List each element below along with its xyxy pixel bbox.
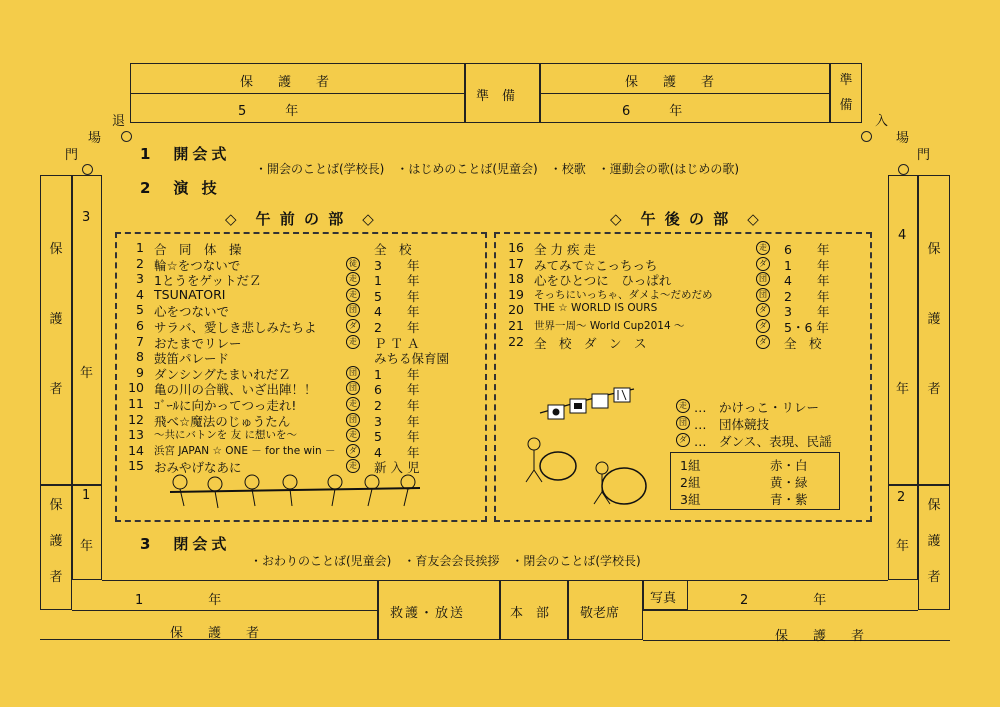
legend-mark: ダ <box>676 433 690 447</box>
top-right-divider <box>540 93 830 94</box>
bottom-right-mid-line <box>643 610 918 611</box>
enter-gate-label: 門 <box>917 148 931 163</box>
events-title: 2 演 技 <box>140 179 221 197</box>
event-type-mark: 走 <box>756 241 770 255</box>
team-group: 3組 <box>680 492 701 507</box>
event-type-mark: 走 <box>346 335 360 349</box>
program-performer: 4 年 <box>374 444 420 460</box>
event-type-mark: ダ <box>756 303 770 317</box>
team-colors-value: 青・紫 <box>770 492 808 507</box>
program-title: サラバ、愛しき悲しみたちよ <box>154 320 317 335</box>
top-left-grade: 5 年 <box>238 104 299 119</box>
team-group: 2組 <box>680 475 701 490</box>
legend-text: … ダンス、表現、民謡 <box>694 434 832 449</box>
program-number: 16 <box>508 240 524 255</box>
enter-place-label: 場 <box>896 131 910 146</box>
program-title: 心をつないで <box>154 304 230 320</box>
event-type-mark: ダ <box>756 319 770 333</box>
program-number: 8 <box>136 349 144 365</box>
program-performer: 1 年 <box>784 257 830 273</box>
elders: 敬老席 <box>580 606 620 621</box>
exit-label: 退 <box>112 114 126 129</box>
exit-gate-label: 門 <box>65 148 79 163</box>
program-title: おたまでリレー <box>154 335 242 351</box>
opening-title: 1 開会式 <box>140 145 231 163</box>
program-title: 飛べ☆魔法のじゅうたん <box>154 413 291 429</box>
program-performer: 3 年 <box>784 304 830 320</box>
closing-title: 3 閉会式 <box>140 535 231 553</box>
exit-post-2 <box>82 164 93 175</box>
program-number: 4 <box>136 286 144 302</box>
top-right-prep: 準 備 <box>839 73 866 113</box>
left-top-nen: 年 <box>80 366 94 381</box>
program-performer: 4 年 <box>784 273 830 289</box>
left-top-parents: 保護者 <box>49 242 63 397</box>
program-title: ダンシングたまいれだＺ <box>154 366 291 382</box>
legend-text: … 団体競技 <box>694 417 770 432</box>
left-bottom-grade: 1 <box>82 488 91 503</box>
program-title: 合 同 体 操 <box>154 242 242 257</box>
top-left-divider <box>130 93 465 94</box>
program-title: 心をひとつに ひっぱれ <box>534 273 672 289</box>
team-colors-value: 赤・白 <box>770 458 808 473</box>
bottom-right-grade: 2 年 <box>740 593 827 608</box>
top-right-grade: 6 年 <box>622 104 683 119</box>
event-type-mark: 団 <box>346 413 360 427</box>
event-type-mark: 走 <box>346 397 360 411</box>
enter-post-2 <box>898 164 909 175</box>
program-performer: 全 校 <box>784 335 822 351</box>
program-number: 22 <box>508 333 524 349</box>
left-bottom-parents: 保護者 <box>49 498 63 585</box>
program-performer: 全 校 <box>374 242 412 257</box>
program-performer: 新 入 児 <box>374 460 420 476</box>
bottom-left-label: 保 護 者 <box>170 626 266 641</box>
tug-of-war-illustration <box>160 470 430 515</box>
bottom-left-grade: 1 年 <box>135 593 222 608</box>
event-type-mark: 団 <box>756 288 770 302</box>
first-aid: 救護・放送 <box>390 606 466 621</box>
right-top-grade: 4 <box>898 228 907 243</box>
program-title: ～共にバトンを 友 に想いを～ <box>154 429 297 442</box>
program-number: 20 <box>508 302 524 318</box>
top-center-prep: 準 備 <box>476 89 516 104</box>
program-number: 3 <box>136 271 144 287</box>
program-performer: 4 年 <box>374 304 420 320</box>
program-title: 全 校 ダ ン ス <box>534 335 647 351</box>
program-title: 浜宮 JAPAN ☆ ONE － for the win － <box>154 444 336 457</box>
morning-title: ◇ 午 前 の 部 ◇ <box>225 210 376 228</box>
enter-post-1 <box>861 131 872 142</box>
program-number: 13 <box>128 427 144 443</box>
program-performer: 2 年 <box>374 398 420 413</box>
program-performer: 5 年 <box>374 429 420 445</box>
bottom-left-mid <box>72 610 378 611</box>
top-right-label: 保 護 者 <box>625 75 721 90</box>
bottom-right-label: 保 護 者 <box>775 629 871 644</box>
program-title: みてみて☆こっちっち <box>534 257 658 273</box>
right-inner-top <box>888 175 918 485</box>
program-title: ｺﾞｰﾙに向かってつっ走れ! <box>154 398 297 413</box>
enter-label: 入 <box>875 114 889 129</box>
left-bottom-nen: 年 <box>80 539 94 554</box>
program-performer: 1 年 <box>374 273 420 289</box>
program-performer: 2 年 <box>784 288 830 304</box>
program-performer: 3 年 <box>374 413 420 429</box>
program-number: 9 <box>136 364 144 380</box>
legend-text: … かけっこ・リレー <box>694 400 820 415</box>
program-number: 14 <box>128 442 144 458</box>
event-type-mark: 団 <box>346 366 360 380</box>
hq: 本 部 <box>510 606 550 621</box>
program-performer: 6 年 <box>784 242 830 257</box>
program-title: 1とうをゲットだＺ <box>154 273 262 289</box>
left-top-grade: 3 <box>82 210 91 225</box>
program-title: 亀の川の合戦、いざ出陣！！ <box>154 382 317 398</box>
event-type-mark: 走 <box>346 459 360 473</box>
opening-items: ・開会のことば(学校長) ・はじめのことば(児童会) ・校歌 ・運動会の歌(はじめの歌) <box>255 162 740 176</box>
exit-place-label: 場 <box>88 131 102 146</box>
program-performer: 2 年 <box>374 320 420 335</box>
program-number: 2 <box>136 255 144 271</box>
program-number: 5 <box>136 302 144 318</box>
event-type-mark: 走 <box>346 272 360 286</box>
right-bottom-nen: 年 <box>896 539 910 554</box>
program-performer: Ｐ Ｔ Ａ <box>374 335 420 351</box>
program-title: 鼓笛パレード <box>154 351 230 367</box>
program-performer: 5 年 <box>374 288 420 304</box>
event-type-mark: ダ <box>346 444 360 458</box>
program-title: 世界一周～ World Cup2014 ～ <box>534 320 685 332</box>
program-number: 12 <box>128 411 144 427</box>
right-bottom-parents: 保護者 <box>927 498 941 585</box>
program-performer: 5・6 年 <box>784 320 829 335</box>
program-performer: 6 年 <box>374 382 420 398</box>
program-performer: 3 年 <box>374 257 420 273</box>
bunting-flags-illustration <box>538 385 638 425</box>
program-number: 17 <box>508 255 524 271</box>
program-number: 15 <box>128 458 144 474</box>
exit-post-1 <box>121 131 132 142</box>
event-type-mark: 団 <box>346 303 360 317</box>
afternoon-title: ◇ 午 後 の 部 ◇ <box>610 210 761 228</box>
program-title: そっちにいっちゃ、ダメよ～だめだめ <box>534 288 713 301</box>
program-number: 6 <box>136 318 144 333</box>
program-performer: みちる保育園 <box>374 351 450 367</box>
program-number: 10 <box>128 380 144 396</box>
event-type-mark: ダ <box>756 335 770 349</box>
program-number: 18 <box>508 271 524 287</box>
program-title: THE ☆ WORLD IS OURS <box>534 302 658 315</box>
event-type-mark: 徒 <box>346 257 360 271</box>
event-type-mark: 団 <box>756 272 770 286</box>
bottom-right-top-line <box>688 580 888 581</box>
program-title: 全 力 疾 走 <box>534 242 596 257</box>
photo: 写真 <box>650 591 677 606</box>
legend-mark: 団 <box>676 416 690 430</box>
event-type-mark: 団 <box>346 381 360 395</box>
program-performer: 1 年 <box>374 366 420 382</box>
event-type-mark: ダ <box>346 319 360 333</box>
program-number: 19 <box>508 286 524 302</box>
right-bottom-grade: 2 <box>897 490 906 505</box>
bottom-left-divider <box>102 580 378 581</box>
legend-mark: 走 <box>676 399 690 413</box>
program-number: 7 <box>136 333 144 349</box>
program-title: 輪☆をつないで <box>154 257 241 273</box>
program-title: おみやげなあに <box>154 460 242 476</box>
kids-hoop-illustration <box>520 428 660 518</box>
program-title: TSUNATORI <box>154 286 226 302</box>
program-number: 11 <box>128 396 144 411</box>
top-left-label: 保 護 者 <box>240 75 336 90</box>
event-type-mark: 走 <box>346 428 360 442</box>
right-top-nen: 年 <box>896 382 910 397</box>
event-type-mark: 走 <box>346 288 360 302</box>
right-top-parents: 保護者 <box>927 242 941 397</box>
closing-items: ・おわりのことば(児童会) ・育友会会長挨拶 ・閉会のことば(学校長) <box>250 554 641 568</box>
team-colors-value: 黄・緑 <box>770 475 808 490</box>
program-number: 21 <box>508 318 524 333</box>
event-type-mark: ダ <box>756 257 770 271</box>
team-group: 1組 <box>680 458 701 473</box>
program-number: 1 <box>136 240 144 255</box>
